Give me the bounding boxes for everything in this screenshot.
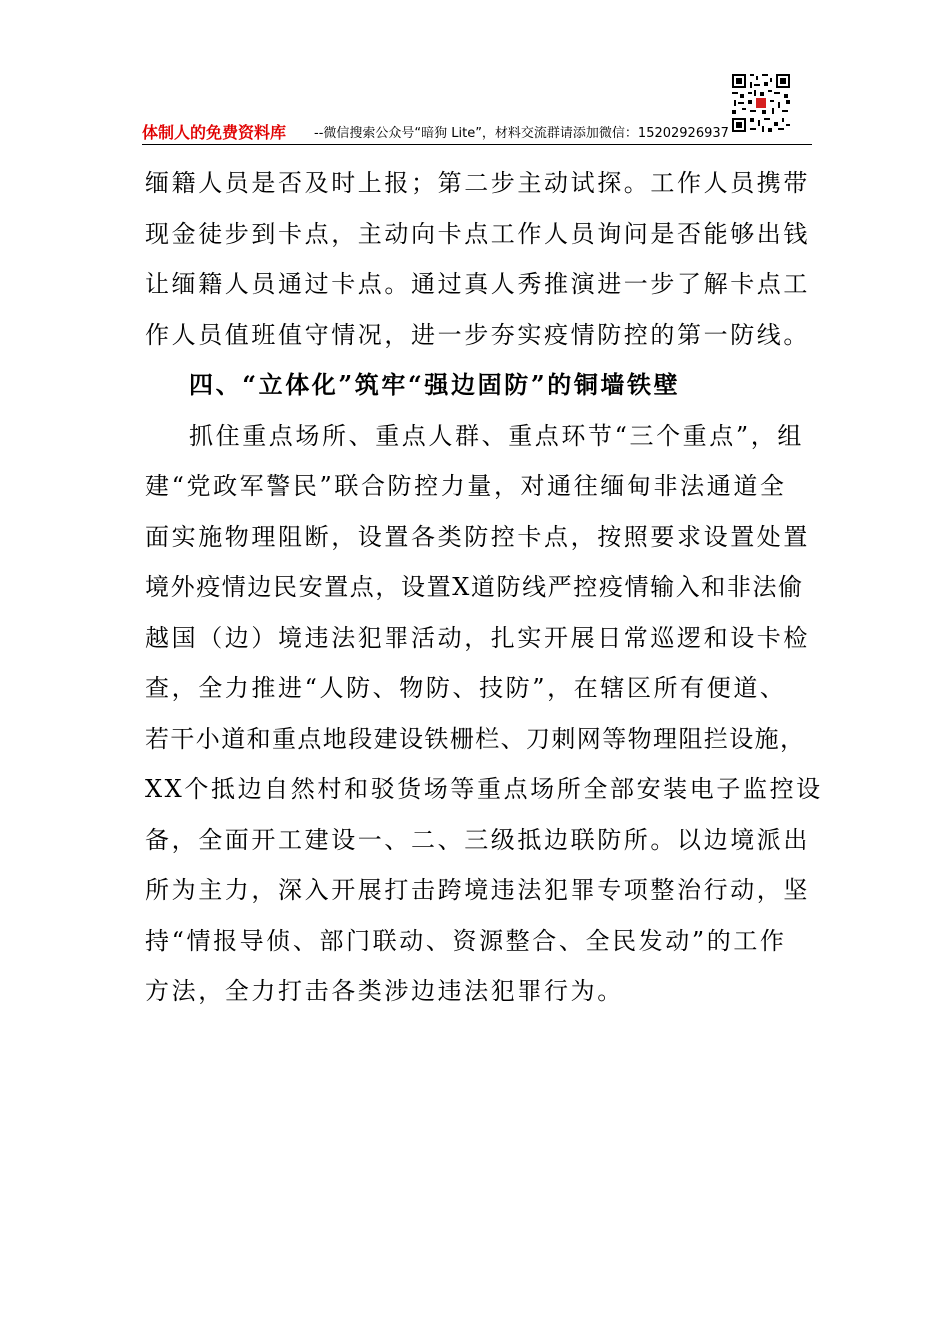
body-line: 境外疫情边民安置点，设置X道防线严控疫情输入和非法偷: [145, 573, 804, 601]
body-line: 备，全面开工建设一、二、三级抵边联防所。以边境派出: [145, 825, 810, 854]
body-line: 若干小道和重点地段建设铁栅栏、刀刺网等物理阻拦设施，: [145, 724, 806, 753]
header-divider: [142, 144, 812, 145]
body-line: 作人员值班值守情况，进一步夯实疫情防控的第一防线。: [145, 320, 810, 349]
header-brand: 体制人的免费资料库: [142, 123, 287, 142]
body-line: 查，全力推进“人防、物防、技防”，在辖区所有便道、: [145, 674, 787, 702]
body-line: 所为主力，深入开展打击跨境违法犯罪专项整治行动，坚: [145, 876, 810, 904]
body-line: 让缅籍人员通过卡点。通过真人秀推演进一步了解卡点工: [145, 270, 810, 298]
body-line: XX个抵边自然村和驳货场等重点场所全部安装电子监控设: [145, 775, 823, 803]
header-note: --微信搜索公众号“暗狗 Lite”，材料交流群请添加微信：15202926937: [314, 126, 729, 141]
document-body: [145, 158, 823, 1017]
body-line: 面实施物理阻断，设置各类防控卡点，按照要求设置处置: [145, 522, 810, 551]
page-header: [142, 72, 812, 146]
section-heading: 四、“立体化”筑牢“强边固防”的铜墙铁壁: [189, 370, 681, 399]
body-line: 越国（边）境违法犯罪活动，扎实开展日常巡逻和设卡检: [145, 623, 810, 652]
body-line: 现金徒步到卡点，主动向卡点工作人员询问是否能够出钱: [145, 219, 810, 248]
body-line: 抓住重点场所、重点人群、重点环节“三个重点”，组: [189, 421, 804, 450]
body-line: 方法，全力打击各类涉边违法犯罪行为。: [145, 977, 624, 1005]
body-line: 缅籍人员是否及时上报；第二步主动试探。工作人员携带: [145, 169, 810, 197]
qr-code-icon: [730, 72, 792, 134]
body-line: 建“党政军警民”联合防控力量，对通往缅甸非法通道全: [145, 472, 787, 500]
body-line: 持“情报导侦、部门联动、资源整合、全民发动”的工作: [145, 926, 787, 955]
